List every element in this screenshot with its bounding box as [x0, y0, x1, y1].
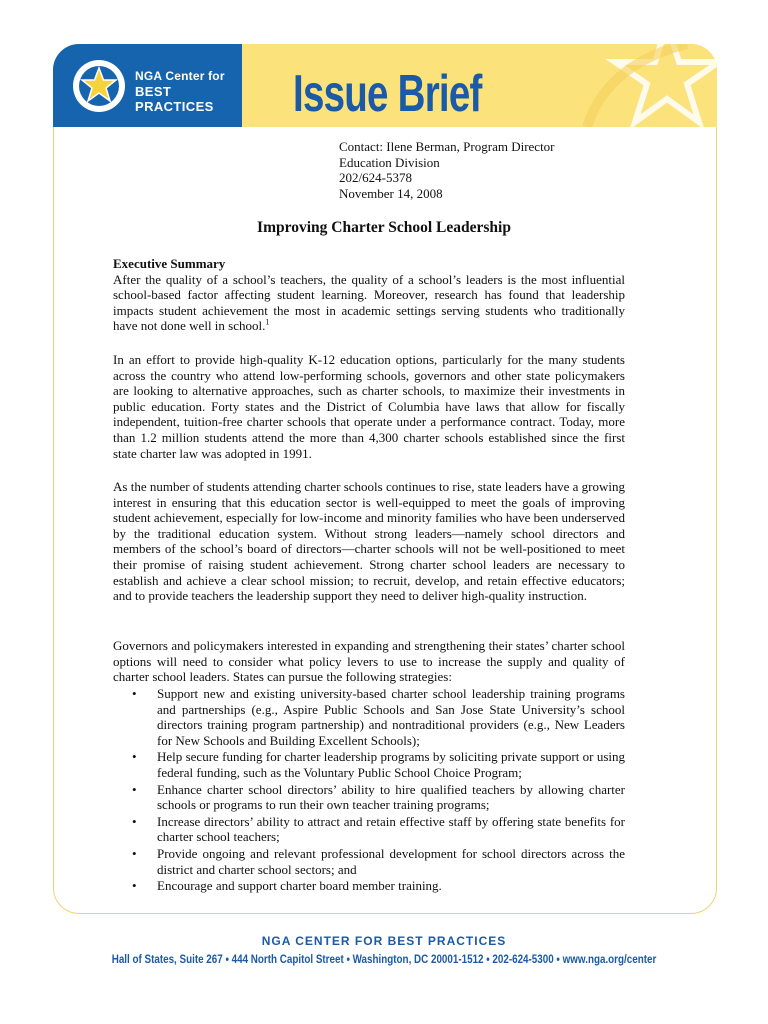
paragraph-2: In an effort to provide high-quality K-12 education options, particularly for the many students across the country who attend low-performing schools, governors and other state policymakers are looking to alternative approaches, such as charter schools, to maximize their investments in public education. Forty states and the District of Columbia have laws that allow for fiscally independent, tuition-free charter schools that operate under a performance contract. Today, more than 1.2 million students attend the more than 4,300 charter schools established since the first state charter law was adopted in 1991. — [113, 352, 625, 461]
footer-address: Hall of States, Suite 267 • 444 North Capitol Street • Washington, DC 20001-1512 • 202-624-5300 • www.nga.org/center — [111, 952, 657, 966]
list-item — [113, 749, 625, 780]
executive-summary — [113, 256, 625, 334]
list-item — [113, 686, 625, 748]
list-item — [113, 814, 625, 845]
bullet-icon: • — [132, 686, 137, 701]
header-banner — [53, 44, 717, 127]
logo-line1: NGA Center for — [135, 69, 225, 83]
strategy-list — [113, 686, 625, 895]
bullet-icon: • — [132, 813, 137, 829]
list-item-text: Support new and existing university-based charter school leadership training programs and partnerships (e.g., Aspire Public Schools and San Jose State University’s school directors training program partnership) and nontraditional providers (e.g., New Leaders for New Schools and Building Excellent Schools); — [157, 686, 625, 748]
contact-division: Education Division — [339, 154, 440, 170]
section-heading: Executive Summary — [113, 256, 226, 271]
contact-date: November 14, 2008 — [339, 185, 443, 201]
list-item-text: Provide ongoing and relevant professional development for school directors across the district and charter school sectors; and — [157, 845, 625, 877]
footer-title: NGA CENTER FOR BEST PRACTICES — [261, 934, 507, 948]
list-item — [113, 782, 625, 813]
paragraph-4: Governors and policymakers interested in expanding and strengthening their states’ charter school options will need to consider what policy levers to use to increase the supply and quality of charter school leaders. States can pursue the following strategies: — [113, 638, 625, 685]
list-item-text: Increase directors’ ability to attract and retain effective staff by offering state benefits for charter school teachers; — [157, 813, 625, 845]
contact-block — [339, 139, 555, 201]
contact-line: Contact: Ilene Berman, Program Director — [339, 139, 555, 154]
star-decoration-icon — [567, 44, 717, 127]
list-item-text: Encourage and support charter board member training. — [157, 878, 442, 894]
bullet-icon: • — [132, 749, 137, 765]
bullet-icon: • — [132, 781, 137, 797]
paragraph-3: As the number of students attending charter schools continues to rise, state leaders have a growing interest in ensuring that this education sector is well-equipped to meet the goals of improving student achievement, especially for low-income and minority families who have been underserved by the traditional education system. Without strong leaders—namely school directors and members of the school’s board of directors—charter schools will not be well-positioned to meet their promise of raising student achievement. Strong charter school leaders are necessary to establish and achieve a clear school mission; to recruit, develop, and retain effective educators; and to provide teachers the leadership support they need to deliver high-quality instruction. — [113, 479, 625, 604]
issue-brief-title: Issue Brief — [293, 65, 482, 123]
document-title: Improving Charter School Leadership — [257, 219, 511, 236]
list-item-text: Enhance charter school directors’ ability to hire qualified teachers by allowing charter schools or programs to run their own teacher training programs; — [157, 781, 625, 813]
bullet-icon: • — [132, 845, 137, 861]
logo-panel — [53, 44, 242, 127]
logo-text — [135, 69, 242, 114]
contact-phone: 202/624-5378 — [339, 170, 412, 185]
bullet-icon: • — [132, 878, 137, 894]
logo-line2: BEST PRACTICES — [135, 84, 214, 114]
list-item-text: Help secure funding for charter leadership programs by soliciting private support or using federal funding, such as the Voluntary Public School Choice Program; — [157, 749, 625, 780]
logo-star-icon — [73, 60, 125, 112]
paragraph-1 — [113, 272, 625, 334]
list-item — [113, 846, 625, 877]
footnote-marker: 1 — [265, 318, 270, 328]
paragraph-1-text: After the quality of a school’s teachers, the quality of a school’s leaders is the most influential school-based factor affecting student learning. Moreover, research has found that leadership impacts student achievement the most in academic settings serving students who traditionally have not done well in school. — [113, 271, 625, 334]
list-item — [113, 878, 625, 894]
